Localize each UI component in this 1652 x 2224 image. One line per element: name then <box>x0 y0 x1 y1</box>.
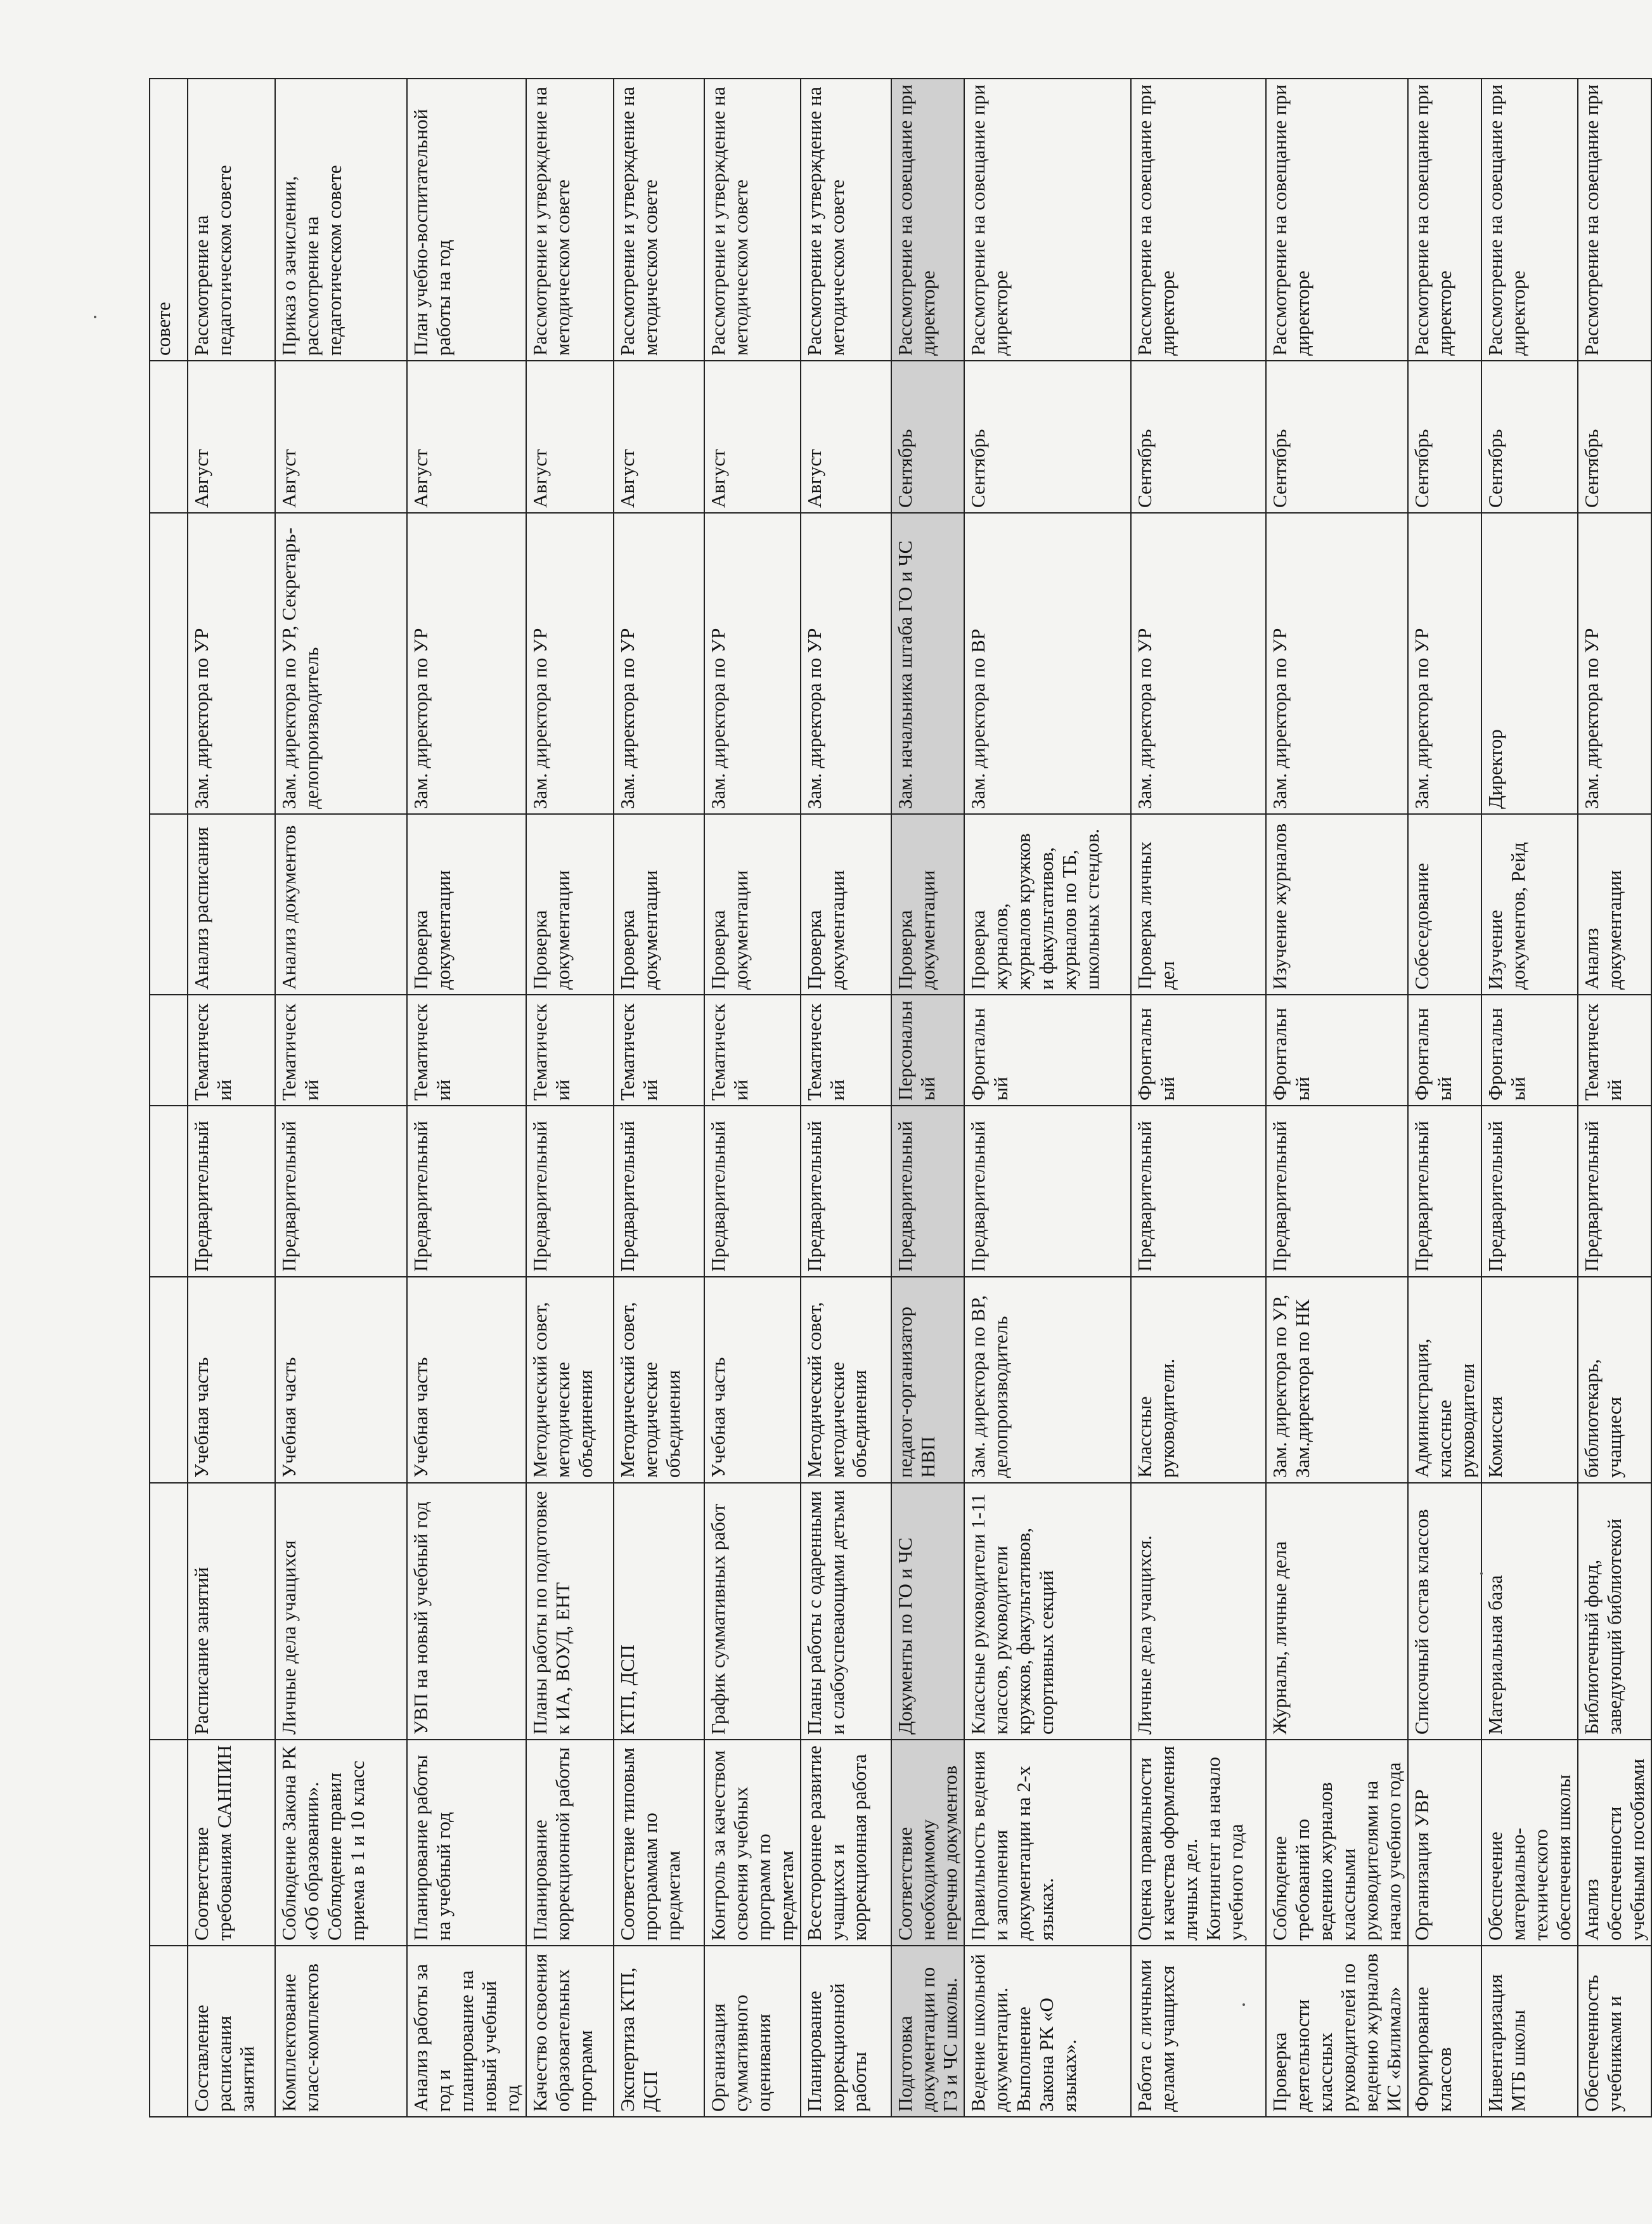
cell-control-type: Предварительный <box>1578 1106 1651 1277</box>
cell-form: Фронтальный <box>1408 995 1481 1106</box>
cell-period: Сентябрь <box>1408 361 1481 513</box>
cell-subject: Методический совет, методические объединения <box>801 1277 891 1483</box>
cell-result: Рассмотрение на педагогическом совете <box>188 79 275 361</box>
table-row <box>275 79 407 2117</box>
table-row <box>1408 79 1481 2117</box>
cell-control-type: Предварительный <box>1131 1106 1266 1277</box>
cell-responsible: Зам. начальника штаба ГО и ЧС <box>891 513 965 814</box>
table-row <box>801 79 891 2117</box>
table-row <box>704 79 801 2117</box>
table-row <box>891 79 965 2117</box>
cell-form: Фронтальный <box>964 995 1131 1106</box>
cell-object: Ведение школьной документации. Выполнение Закона РК «О языках». <box>964 1946 1131 2117</box>
cell-result: План учебно-воспитательной работы на год <box>407 79 526 361</box>
cell-goal: Соответствие необходимому перечню документов <box>891 1740 965 1946</box>
cell-object: Планирование коррекционной работы <box>801 1946 891 2117</box>
cell-form: Тематический <box>275 995 407 1106</box>
cell-goal: Обеспечение материально-технического обеспечения школы <box>1481 1740 1578 1946</box>
cell-period: Август <box>526 361 614 513</box>
cell-form: Тематический <box>801 995 891 1106</box>
cell-responsible: Зам. директора по УР <box>188 513 275 814</box>
cell-object: Обеспеченность учебниками и <box>1578 1946 1651 2117</box>
cell-responsible: Зам. директора по ВР <box>964 513 1131 814</box>
cell-docs: Планы работы с одаренными и слабоуспевающими детьми <box>801 1483 891 1740</box>
cell-method: Проверка документации <box>704 814 801 995</box>
cell-responsible: Зам. директора по УР <box>1578 513 1651 814</box>
cell-result: Рассмотрение на совещание при директоре <box>1481 79 1578 361</box>
cell-method: Анализ документации <box>1578 814 1651 995</box>
cell-method: Анализ документов <box>275 814 407 995</box>
cell-responsible: Зам. директора по УР <box>1131 513 1266 814</box>
cell-method: Изучение журналов <box>1266 814 1408 995</box>
cell-form: Фронтальный <box>1266 995 1408 1106</box>
cell-method: Изучение документов, Рейд <box>1481 814 1578 995</box>
cell-subject: Учебная часть <box>704 1277 801 1483</box>
cell-subject: Зам. директора по ВР, делопроизводитель <box>964 1277 1131 1483</box>
cell-goal: Планирование коррекционной работы <box>526 1740 614 1946</box>
cell-docs: Библиотечный фонд, заведующий библиотекой <box>1578 1483 1651 1740</box>
table-row <box>188 79 275 2117</box>
cell-responsible: Зам. директора по УР <box>1408 513 1481 814</box>
cell-object: Работа с личными делами учащихся <box>1131 1946 1266 2117</box>
cell-result: Рассмотрение и утверждение на методическом совете <box>801 79 891 361</box>
table-row <box>1578 79 1651 2117</box>
cell-responsible: Зам. директора по УР <box>407 513 526 814</box>
cell-result: Рассмотрение и утверждение на методическом совете <box>614 79 704 361</box>
cell-control-type: Предварительный <box>891 1106 965 1277</box>
cell-docs: Списочный состав классов <box>1408 1483 1481 1740</box>
cell-method: Проверка личных дел <box>1131 814 1266 995</box>
cell-result: Рассмотрение на совещание при директоре <box>891 79 965 361</box>
cell-goal: Контроль за качеством освоения учебных программ по предметам <box>704 1740 801 1946</box>
cell-period: Сентябрь <box>1481 361 1578 513</box>
table-row <box>964 79 1131 2117</box>
cell-method: Проверка документации <box>801 814 891 995</box>
cell-docs: Расписание занятий <box>188 1483 275 1740</box>
cell-responsible: Директор <box>1481 513 1578 814</box>
cell-form: Фронтальный <box>1131 995 1266 1106</box>
cell-form: Тематический <box>704 995 801 1106</box>
cell-method: Проверка документации <box>407 814 526 995</box>
cell-result: совете <box>150 79 188 361</box>
cell-result: Рассмотрение на совещание при <box>1578 79 1651 361</box>
cell-goal: Организация УВР <box>1408 1740 1481 1946</box>
cell-responsible: Зам. директора по УР <box>1266 513 1408 814</box>
cell-control-type: Предварительный <box>407 1106 526 1277</box>
cell-result: Рассмотрение на совещание при директоре <box>1266 79 1408 361</box>
cell-object: Качество освоения образовательных программ <box>526 1946 614 2117</box>
cell-goal: Соответствие требованиям САНПИН <box>188 1740 275 1946</box>
cell-period: Сентябрь <box>891 361 965 513</box>
cell-method: Проверка документации <box>891 814 965 995</box>
cell-control-type: Предварительный <box>275 1106 407 1277</box>
cell-period: Август <box>614 361 704 513</box>
scan-speck <box>1480 1572 1483 1575</box>
cell-goal: Соблюдение Закона РК «Об образовании». Соблюдение правил приема в 1 и 10 класс <box>275 1740 407 1946</box>
cell-docs: График суммативных работ <box>704 1483 801 1740</box>
cell-docs: Классные руководители 1-11 классов, руководители кружков, факультативов, спортивных секций <box>964 1483 1131 1740</box>
cell-docs: Материальная база <box>1481 1483 1578 1740</box>
cell-form: Тематический <box>614 995 704 1106</box>
cell-period: Сентябрь <box>1131 361 1266 513</box>
cell-docs: Журналы, личные дела <box>1266 1483 1408 1740</box>
cell-period: Август <box>407 361 526 513</box>
cell-control-type: Предварительный <box>1408 1106 1481 1277</box>
cell-result: Приказ о зачислении, рассмотрение на педагогическом совете <box>275 79 407 361</box>
cell-object: Подготовка документации по ГЗ и ЧС школы. <box>891 1946 965 2117</box>
cell-method: Собеседование <box>1408 814 1481 995</box>
cell-control-type: Предварительный <box>526 1106 614 1277</box>
cell-object: Комплектование класс-комплектов <box>275 1946 407 2117</box>
cell-docs: Личные дела учащихся. <box>1131 1483 1266 1740</box>
cell-object: Составление расписания занятий <box>188 1946 275 2117</box>
cell-goal: Правильность ведения и заполнения документации на 2-х языках. <box>964 1740 1131 1946</box>
cell-form: Фронтальный <box>1481 995 1578 1106</box>
cell-docs: УВП на новый учебный год <box>407 1483 526 1740</box>
cell-object: Анализ работы за год и планирование на новый учебный год <box>407 1946 526 2117</box>
cell-subject: Учебная часть <box>188 1277 275 1483</box>
cell-control-type: Предварительный <box>964 1106 1131 1277</box>
cell-object: Экспертиза КТП, ДСП <box>614 1946 704 2117</box>
cell-responsible: Зам. директора по УР, Секретарь-делопроизводитель <box>275 513 407 814</box>
cell-goal: Всестороннее развитие учащихся и коррекционная работа <box>801 1740 891 1946</box>
cell-result: Рассмотрение на совещание при директоре <box>1408 79 1481 361</box>
continuation-row <box>150 79 188 2117</box>
cell-period: Август <box>704 361 801 513</box>
cell-period: Август <box>275 361 407 513</box>
cell-period: Сентябрь <box>964 361 1131 513</box>
cell-control-type: Предварительный <box>801 1106 891 1277</box>
table-row <box>526 79 614 2117</box>
rotated-table-container <box>149 79 1648 2117</box>
cell-subject: библиотекарь, учащиеся <box>1578 1277 1651 1483</box>
cell-method: Проверка документации <box>614 814 704 995</box>
cell-subject: Методический совет, методические объединения <box>614 1277 704 1483</box>
cell-period: Август <box>801 361 891 513</box>
cell-goal: Соответствие типовым программам по предметам <box>614 1740 704 1946</box>
cell-subject: Учебная часть <box>275 1277 407 1483</box>
cell-control-type: Предварительный <box>1266 1106 1408 1277</box>
cell-subject: Учебная часть <box>407 1277 526 1483</box>
cell-form: Тематический <box>407 995 526 1106</box>
cell-subject: Классные руководители. <box>1131 1277 1266 1483</box>
table-row <box>407 79 526 2117</box>
cell-period: Сентябрь <box>1266 361 1408 513</box>
cell-goal: Планирование работы на учебный год <box>407 1740 526 1946</box>
cell-responsible: Зам. директора по УР <box>801 513 891 814</box>
table-row <box>1131 79 1266 2117</box>
cell-subject: Комиссия <box>1481 1277 1578 1483</box>
cell-result: Рассмотрение на совещание при директоре <box>1131 79 1266 361</box>
table-row <box>614 79 704 2117</box>
cell-docs: Планы работы по подготовке к ИА, ВОУД, ЕНТ <box>526 1483 614 1740</box>
cell-object: Проверка деятельности классных руководителей по ведению журналов ИС «Билимал» <box>1266 1946 1408 2117</box>
cell-form: Тематический <box>526 995 614 1106</box>
cell-responsible: Зам. директора по УР <box>704 513 801 814</box>
table-row <box>1481 79 1578 2117</box>
scan-speck <box>1242 2003 1245 2006</box>
cell-form: Персональный <box>891 995 965 1106</box>
table-row <box>1266 79 1408 2117</box>
cell-goal: Анализ обеспеченности учебными пособиями <box>1578 1740 1651 1946</box>
cell-period: Август <box>188 361 275 513</box>
cell-form: Тематический <box>1578 995 1651 1106</box>
cell-result: Рассмотрение и утверждение на методическом совете <box>526 79 614 361</box>
cell-control-type: Предварительный <box>704 1106 801 1277</box>
cell-result: Рассмотрение на совещание при директоре <box>964 79 1131 361</box>
cell-control-type: Предварительный <box>1481 1106 1578 1277</box>
cell-goal: Оценка правильности и качества оформления личных дел. Контингент на начало учебного года <box>1131 1740 1266 1946</box>
cell-docs: Личные дела учащихся <box>275 1483 407 1740</box>
cell-method: Проверка документации <box>526 814 614 995</box>
cell-control-type: Предварительный <box>188 1106 275 1277</box>
cell-goal: Соблюдение требований по ведению журналов классными руководителями на начало учебного года <box>1266 1740 1408 1946</box>
scan-speck <box>94 316 96 318</box>
cell-subject: Зам. директора по УР, Зам.директора по НК <box>1266 1277 1408 1483</box>
cell-subject: Методический совет, методические объединения <box>526 1277 614 1483</box>
control-plan-table <box>149 78 1652 2117</box>
cell-control-type: Предварительный <box>614 1106 704 1277</box>
cell-object: Инвентаризация МТБ школы <box>1481 1946 1578 2117</box>
cell-responsible: Зам. директора по УР <box>614 513 704 814</box>
cell-subject: педагог-организатор НВП <box>891 1277 965 1483</box>
table-body <box>150 79 1651 2117</box>
cell-responsible: Зам. директора по УР <box>526 513 614 814</box>
cell-subject: Администрация, классные руководители <box>1408 1277 1481 1483</box>
cell-object: Организация суммативного оценивания <box>704 1946 801 2117</box>
cell-result: Рассмотрение и утверждение на методическом совете <box>704 79 801 361</box>
cell-method: Проверка журналов, журналов кружков и факультативов, журналов по ТБ, школьных стендов. <box>964 814 1131 995</box>
cell-method: Анализ расписания <box>188 814 275 995</box>
cell-docs: Документы по ГО и ЧС <box>891 1483 965 1740</box>
cell-period: Сентябрь <box>1578 361 1651 513</box>
cell-docs: КТП, ДСП <box>614 1483 704 1740</box>
cell-form: Тематический <box>188 995 275 1106</box>
cell-object: Формирование классов <box>1408 1946 1481 2117</box>
